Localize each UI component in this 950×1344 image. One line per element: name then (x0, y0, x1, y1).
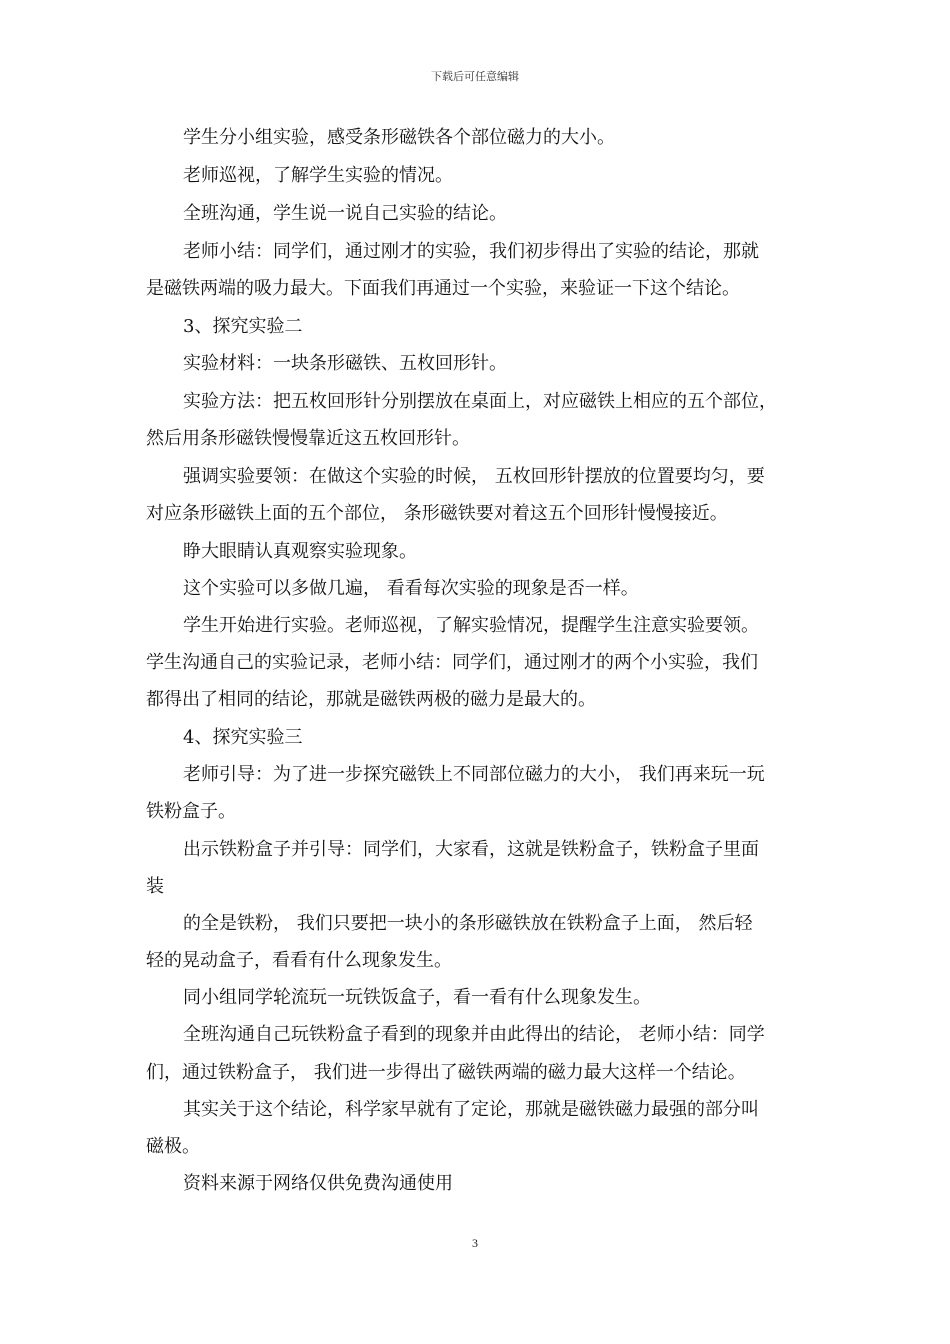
text-line: 实验材料：一块条形磁铁、五枚回形针。 (183, 353, 507, 374)
text-line: 睁大眼睛认真观察实验现象。 (183, 541, 417, 562)
page-number: 3 (472, 1236, 478, 1250)
text-line: 学生沟通自己的实验记录，老师小结：同学们，通过刚才的两个小实验，我们 (146, 652, 758, 673)
text-line: 然后用条形磁铁慢慢靠近这五枚回形针。 (146, 428, 470, 449)
text-line: 老师引导：为了进一步探究磁铁上不同部位磁力的大小， 我们再来玩一玩 (183, 764, 765, 785)
text-line: 都得出了相同的结论，那就是磁铁两极的磁力是最大的。 (146, 689, 596, 710)
section-heading: 4、探究实验三 (183, 727, 303, 748)
text-line: 的全是铁粉， 我们只要把一块小的条形磁铁放在铁粉盒子上面， 然后轻 (183, 913, 753, 934)
text-line: 全班沟通自己玩铁粉盒子看到的现象并由此得出的结论， 老师小结：同学 (183, 1024, 765, 1045)
section-heading: 3、探究实验二 (183, 316, 303, 337)
text-line: 强调实验要领：在做这个实验的时候， 五枚回形针摆放的位置要均匀，要 (183, 466, 765, 487)
text-line: 老师巡视，了解学生实验的情况。 (183, 165, 453, 186)
text-line: 实验方法：把五枚回形针分别摆放在桌面上，对应磁铁上相应的五个部位， (183, 391, 777, 412)
text-line: 其实关于这个结论，科学家早就有了定论，那就是磁铁磁力最强的部分叫 (183, 1099, 759, 1120)
text-line: 装 (146, 876, 164, 897)
text-line: 出示铁粉盒子并引导：同学们，大家看，这就是铁粉盒子，铁粉盒子里面 (183, 839, 759, 860)
text-line: 学生开始进行实验。老师巡视，了解实验情况，提醒学生注意实验要领。 (183, 615, 759, 636)
text-line: 磁极。 (146, 1136, 200, 1157)
text-line: 学生分小组实验，感受条形磁铁各个部位磁力的大小。 (183, 127, 615, 148)
text-line: 这个实验可以多做几遍， 看看每次实验的现象是否一样。 (183, 578, 639, 599)
text-line: 老师小结：同学们，通过刚才的实验，我们初步得出了实验的结论，那就 (183, 241, 759, 262)
text-line: 全班沟通，学生说一说自己实验的结论。 (183, 203, 507, 224)
text-line: 是磁铁两端的吸力最大。下面我们再通过一个实验，来验证一下这个结论。 (146, 278, 740, 299)
text-line: 们，通过铁粉盒子， 我们进一步得出了磁铁两端的磁力最大这样一个结论。 (146, 1062, 746, 1083)
source-note: 资料来源于网络仅供免费沟通使用 (183, 1173, 453, 1194)
text-line: 轻的晃动盒子，看看有什么现象发生。 (146, 950, 452, 971)
text-line: 对应条形磁铁上面的五个部位， 条形磁铁要对着这五个回形针慢慢接近。 (146, 503, 728, 524)
text-line: 同小组同学轮流玩一玩铁饭盒子，看一看有什么现象发生。 (183, 987, 651, 1008)
page-header: 下载后可任意编辑 (431, 70, 519, 83)
text-line: 铁粉盒子。 (146, 801, 236, 822)
